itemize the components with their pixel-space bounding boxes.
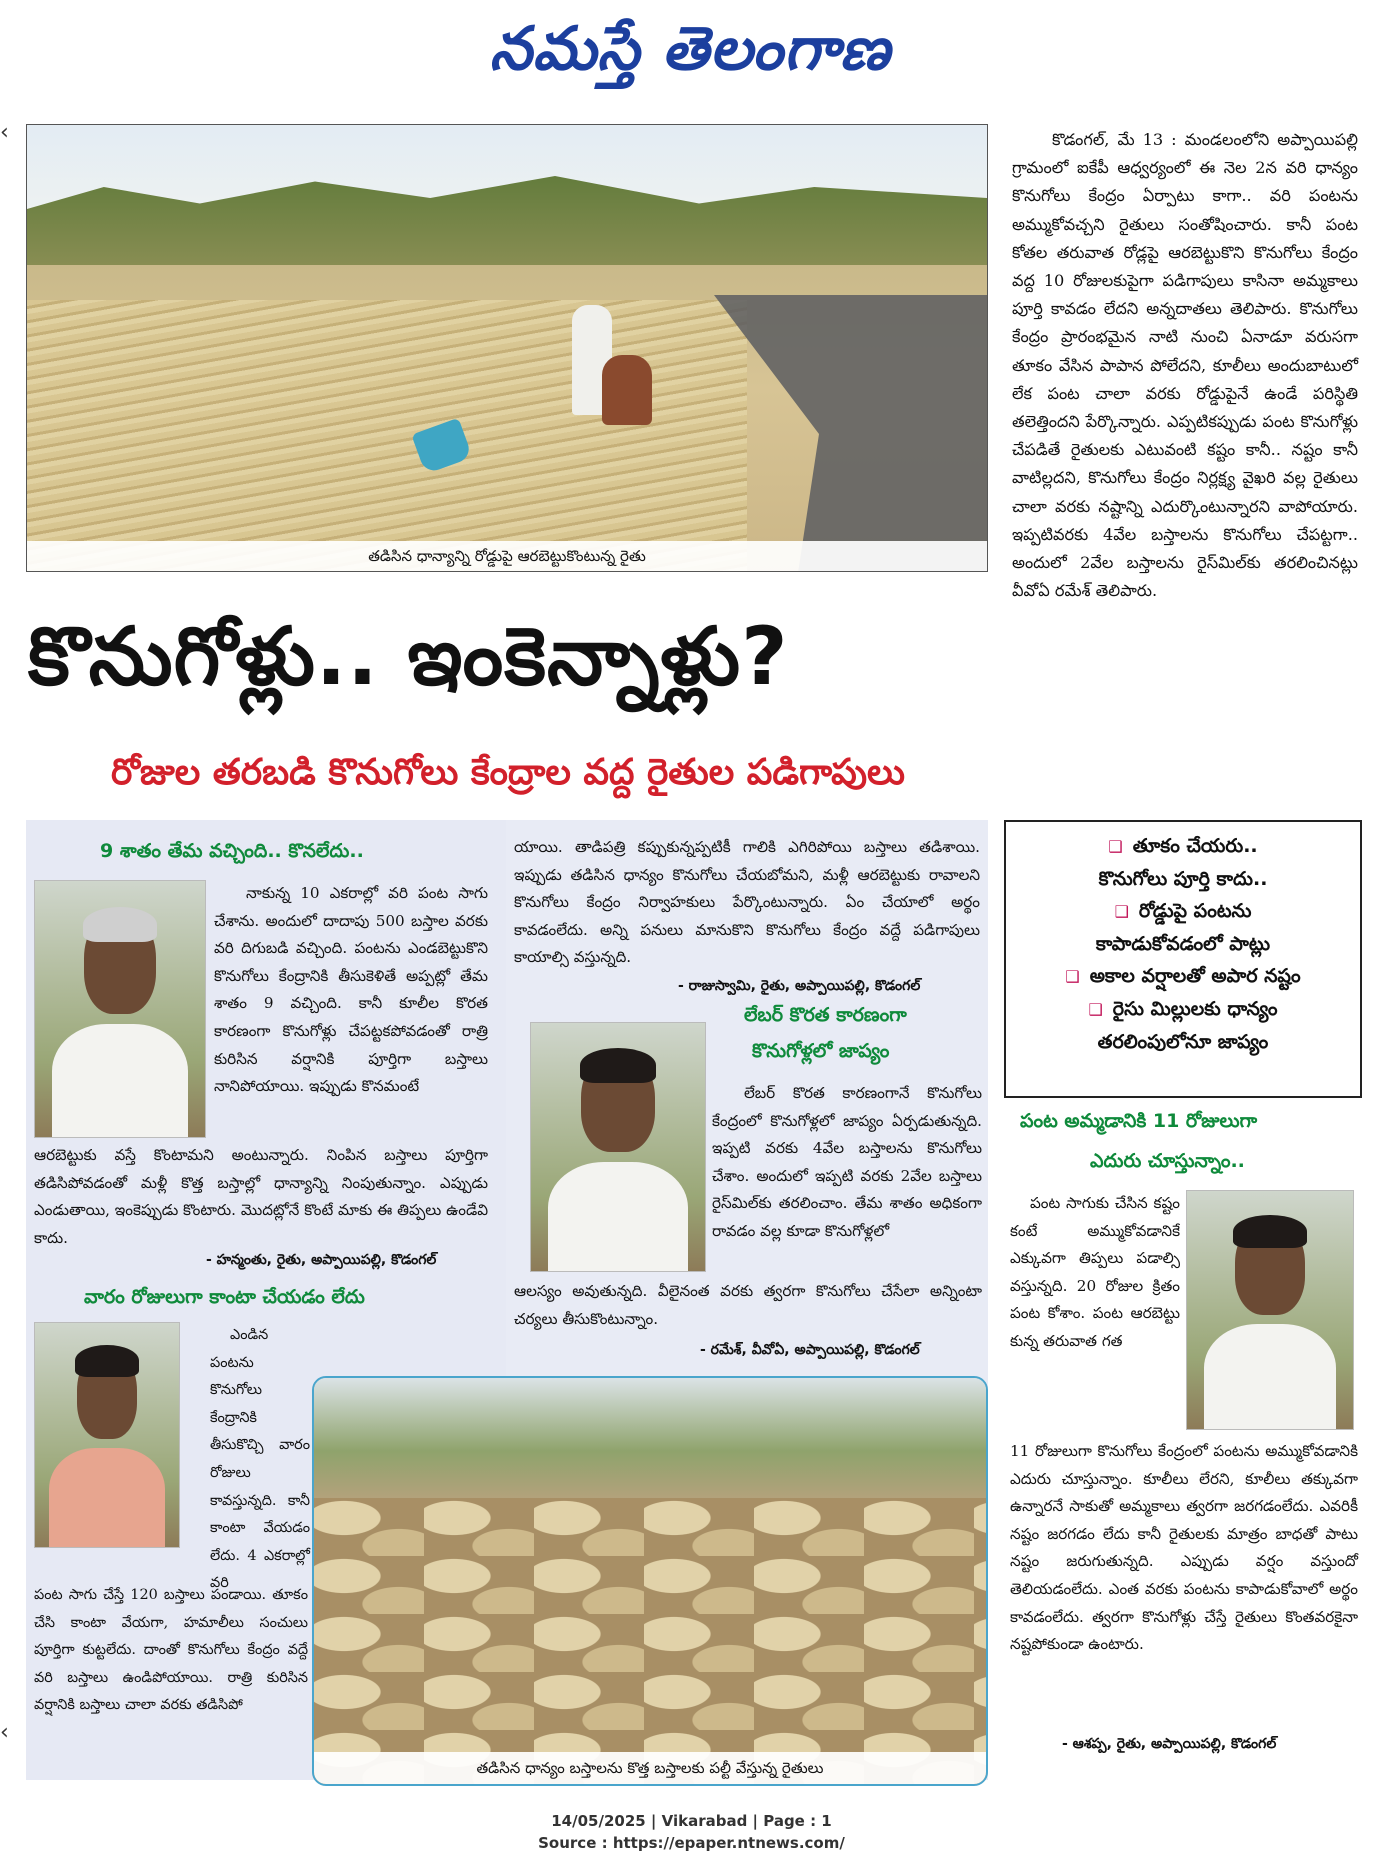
story2-text-continued: పంట సాగు చేస్తే 120 బస్తాలు పండాయి. తూకం చేసి కాంటా వేయగా, హమాలీలు సంచులు పూర్తిగా కుట్టలేదు. దాంతో కొనుగోలు కేంద్రం వద్దే వరి బస్తాలు ఉండిపోయాయి. రాత్రి కురిసిన వర్షానికి బస్తాలు చాలా వరకు తడిసిపో <box>34 1587 308 1714</box>
farmer-portrait <box>1186 1190 1354 1430</box>
story1-byline: - హన్మంతు, రైతు, అప్పాయిపల్లి, కొడంగల్ <box>206 1252 437 1268</box>
intro-paragraph: కొడంగల్, మే 13 : మండలంలోని అప్పాయిపల్లి గ్రామంలో ఐకేపీ ఆధ్వర్యంలో ఈ నెల 2న వరి ధాన్యం కొనుగోలు కేంద్రం ఏర్పాటు కాగా.. వరి పంటను అమ్ముకోవచ్చని రైతులు సంతోషించారు. కానీ పంట కోతల తరువాత రోడ్లపై ఆరబెట్టుకొని కొనుగోలు కేంద్రం వద్ద 10 రోజులకుపైగా పడిగాపులు కాసినా అమ్మకాలు పూర్తి కావడం లేదని అన్నదాతలు తెలిపారు. కొనుగోలు కేంద్రం ప్రారంభమైన నాటి నుంచి ఏనాడూ వరుసగా తూకం వేసిన పాపాన పోలేదని, కూలీలు అందుబాటులో లేక పంట చాలా వరకు రోడ్డుపైనే ఉండే పరిస్థితి తలెత్తిందని పేర్కొన్నారు. ఎప్పటికప్పుడు పంట కొనుగోళ్లు చేపడితే రైతులకు ఎటువంటి కష్టం కానీ.. నష్టం కానీ వాటిల్లదని, కొనుగోలు కేంద్రం నిర్లక్ష్య వైఖరి వల్ల రైతులు చాలా వరకు నష్టాన్ని ఎదుర్కొంటున్నారని వాపోయారు. ఇప్పటివరకు 4వేల బస్తాలను కొనుగోలు చేపట్టగా.. అందులో 2వేల బస్తాలను రైస్‌మిల్‌కు తరలించినట్లు వీవోఏ రమేశ్ తెలిపారు. <box>1012 130 1358 601</box>
farmer-portrait <box>34 1322 180 1548</box>
photo-farmer <box>602 355 652 425</box>
square-bullet-icon: ❑ <box>1108 837 1123 856</box>
story2-heading: వారం రోజులుగా కాంటా చేయడం లేదు <box>84 1286 365 1308</box>
highlight-item: ❑ రైసు మిల్లులకు ధాన్యం <box>1088 998 1278 1020</box>
farmer-portrait <box>34 880 206 1138</box>
story3-heading-2: కొనుగోళ్లలో జాప్యం <box>752 1040 890 1062</box>
story3-text-continued: ఆలస్యం అవుతున్నది. వీలైనంత వరకు త్వరగా కొనుగోలు చేసేలా అన్నింటా చర్యలు తీసుకొంటున్నాం. <box>514 1282 982 1328</box>
story-mid-text: యాయి. తాడిపత్రి కప్పుకున్నప్పటికీ గాలికి ఎగిరిపోయి బస్తాలు తడిశాయి. ఇప్పుడు తడిసిన ధాన్యం కొనుగోలు చేయబోమని, మళ్లీ ఆరబెట్టుకు రావాలని కొనుగోలు కేంద్రం నిర్వాహకులు పేర్కొంటున్నారు. ఏం చేయాలో అర్థం కావడంలేదు. అన్ని పనులు మానుకొని కొనుగోలు కేంద్రం వద్దే పడిగాపులు కాయాల్సి వస్తున్నది. <box>514 838 980 967</box>
story3-heading: లేబర్ కొరత కారణంగా <box>744 1004 907 1026</box>
story1-heading: 9 శాతం తేమ వచ్చింది.. కొనలేదు.. <box>100 840 364 862</box>
photo-grain-sacks <box>314 1498 986 1786</box>
story3-byline: - రమేశ్, వీవోఏ, అప్పాయిపల్లి, కొడంగల్ <box>700 1342 920 1358</box>
story2-text: ఎండిన పంటను కొనుగోలు కేంద్రానికి తీసుకొచ్చి వారం రోజులు కావస్తున్నది. కానీ కాంటా వేయడం లేదు. 4 ఎకరాల్లో వరి <box>210 1327 310 1592</box>
headline: కొనుగోళ్లు.. ఇంకెన్నాళ్లు? <box>28 610 789 703</box>
highlight-item: కాపాడుకోవడంలో పాట్లు <box>1095 933 1271 955</box>
story1-text: నాకున్న 10 ఎకరాల్లో వరి పంట సాగు చేశాను. అందులో దాదాపు 500 బస్తాల వరకు వరి దిగుబడి వచ్చింది. పంటను ఎండబెట్టుకొని కొనుగోలు కేంద్రానికి తీసుకెళితే అప్పట్లో తేమ శాతం 9 వచ్చింది. కానీ కూలీల కొరత కారణంగా కొనుగోళ్లు చేపట్టకపోవడంతో రాత్రి కురిసిన వర్షానికి పూర్తిగా బస్తాలు నానిపోయాయి. ఇప్పుడు కొనమంటే <box>214 884 488 1096</box>
top-photo-caption: తడిసిన ధాన్యాన్ని రోడ్డుపై ఆరబెట్టుకొంటున్న రైతు <box>27 541 987 571</box>
story4-text-continued: 11 రోజులుగా కొనుగోలు కేంద్రంలో పంటను అమ్ముకోవడానికి ఎదురు చూస్తున్నాం. కూలీలు లేరని, కూలీలు తక్కువగా ఉన్నారనే సాకుతో అమ్మకాలు త్వరగా జరగడంలేదు. ఎవరికీ నష్టం జరగడం లేదు కానీ రైతులకు మాత్రం బాధతో పాటు నష్టం జరుగుతున్నది. ఎప్పుడు వర్షం వస్తుందో తెలియడంలేదు. ఎంత వరకు పంటను కాపాడుకోవాలో అర్థం కావడంలేదు. త్వరగా కొనుగోళ్లు చేస్తే రైతులు కొంతవరకైనా నష్టపోకుండా ఉంటారు. <box>1010 1442 1358 1654</box>
story4-heading: పంట అమ్మడానికి 11 రోజులుగా <box>1020 1110 1258 1132</box>
square-bullet-icon: ❑ <box>1065 967 1080 986</box>
intro-text <box>1012 126 1358 605</box>
top-photo <box>26 124 988 572</box>
highlight-item: తరలింపులోనూ జాప్యం <box>1097 1031 1269 1053</box>
page-edge-mark: ‹ <box>0 120 9 145</box>
story4-byline: - ఆశప్ప, రైతు, అప్పాయిపల్లి, కొడంగల్ <box>1062 1736 1277 1752</box>
vo-portrait <box>530 1022 706 1272</box>
highlight-item: ❑ రోడ్డుపై పంటను <box>1114 900 1252 922</box>
masthead: నమస్తే తెలంగాణ <box>489 14 891 84</box>
page-edge-mark: ‹ <box>0 1720 9 1745</box>
story-mid-byline: - రాజుస్వామి, రైతు, అప్పాయిపల్లి, కొడంగల్ <box>678 978 921 994</box>
story1-text-continued: ఆరబెట్టుకు వస్తే కొంటామని అంటున్నారు. నింపిన బస్తాలు పూర్తిగా తడిసిపోవడంతో మళ్లీ కొత్త బస్తాల్లో ధాన్యాన్ని నింపుతున్నాం. ఎప్పుడు ఎండుతాయి, ఇంకెప్పుడు కొంటారు. మొదట్లోనే కొంటే మాకు ఈ తిప్పలు ఉండేవి కాదు. <box>34 1146 488 1247</box>
bottom-photo <box>312 1376 988 1786</box>
footer-date-edition: 14/05/2025 | Vikarabad | Page : 1 <box>551 1812 832 1830</box>
highlight-item: ❑ అకాల వర్షాలతో అపార నష్టం <box>1065 965 1301 987</box>
photo-grain <box>27 300 747 572</box>
story4-text: పంట సాగుకు చేసిన కష్టం కంటే అమ్ముకోవడానికే ఎక్కువగా తిప్పలు పడాల్సి వస్తున్నది. 20 రోజుల క్రితం పంట కోశాం. పంట ఆరబెట్టు కున్న తరువాత గత <box>1010 1194 1180 1350</box>
footer-source: Source : https://epaper.ntnews.com/ <box>538 1834 845 1852</box>
story3-text: లేబర్ కొరత కారణంగానే కొనుగోలు కేంద్రంలో కొనుగోళ్లలో జాప్యం ఏర్పడుతున్నది. ఇప్పటి వరకు 4వేల బస్తాలను కొనుగోలు చేశాం. అందులో ఇప్పటి వరకు 2వేల బస్తాలు రైస్‌మిల్‌కు తరలించాం. తేమ శాతం అధికంగా రావడం వల్ల కూడా కొనుగోళ్లలో <box>712 1084 982 1240</box>
story4-heading-2: ఎదురు చూస్తున్నాం.. <box>1090 1150 1245 1172</box>
subheadline: రోజుల తరబడి కొనుగోలు కేంద్రాల వద్ద రైతుల పడిగాపులు <box>110 752 905 793</box>
square-bullet-icon: ❑ <box>1114 902 1129 921</box>
highlight-item: ❑ తూకం చేయరు.. <box>1108 835 1258 857</box>
square-bullet-icon: ❑ <box>1088 1000 1103 1019</box>
highlights-box <box>1004 820 1362 1098</box>
highlight-item: కొనుగోలు పూర్తి కాదు.. <box>1098 868 1268 890</box>
bottom-photo-caption: తడిసిన ధాన్యం బస్తాలను కొత్త బస్తాలకు పల్టీ వేస్తున్న రైతులు <box>314 1752 986 1784</box>
